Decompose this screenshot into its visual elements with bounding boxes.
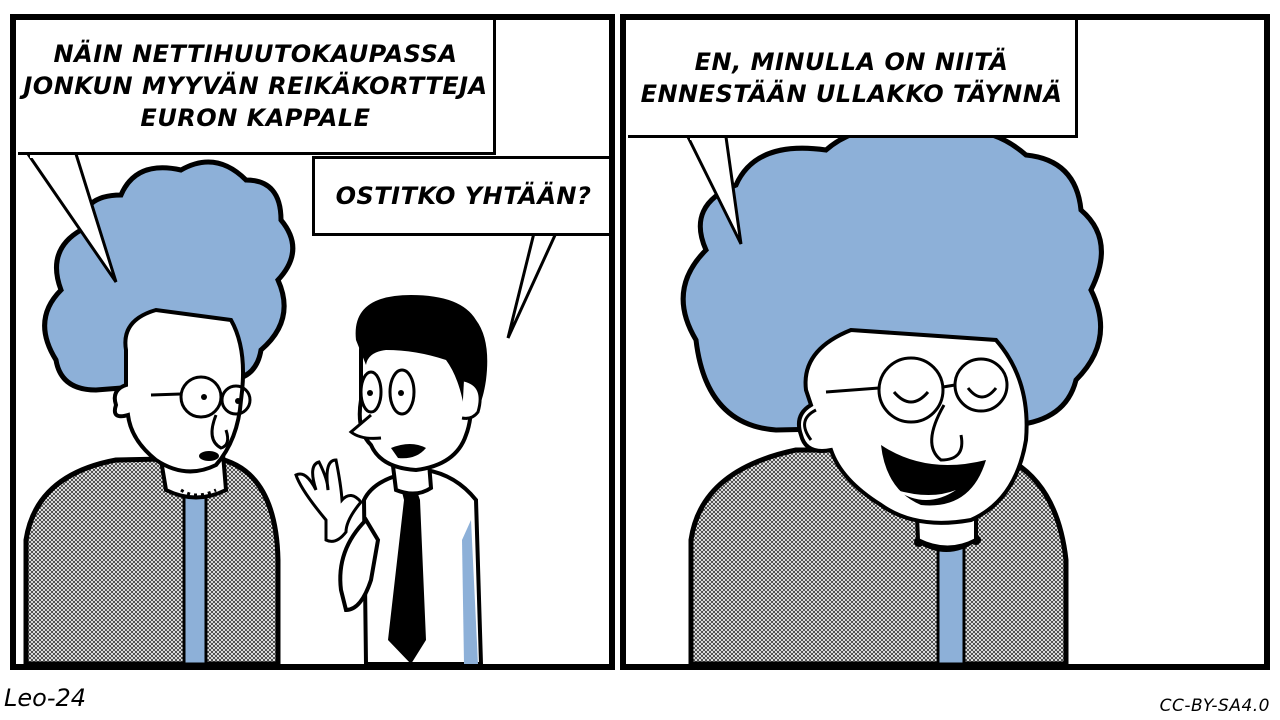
speech-bubble-grandma-reply: EN, MINULLA ON NIITÄ ENNESTÄÄN ULLAKKO TÄYNNÄ — [628, 20, 1078, 138]
grandma-mouth — [199, 451, 219, 461]
grandma-sweater — [26, 458, 278, 664]
artist-signature: Leo-24 — [4, 684, 87, 712]
grandma-shirt-stripe — [938, 540, 964, 664]
speech-bubble-man: OSTITKO YHTÄÄN? — [312, 156, 612, 236]
comic-panel-1 — [10, 14, 615, 670]
bubble-2-tail — [508, 233, 556, 338]
man-hand — [296, 460, 361, 541]
comic-panel-2 — [620, 14, 1270, 670]
license-label: CC-BY-SA4.0 — [1159, 696, 1270, 716]
speech-bubble-grandma: NÄIN NETTIHUUTOKAUPASSA JONKUN MYYVÄN REIKÄKORTTEJA EURON KAPPALE — [18, 20, 496, 155]
grandma-shirt-stripe — [184, 490, 206, 664]
